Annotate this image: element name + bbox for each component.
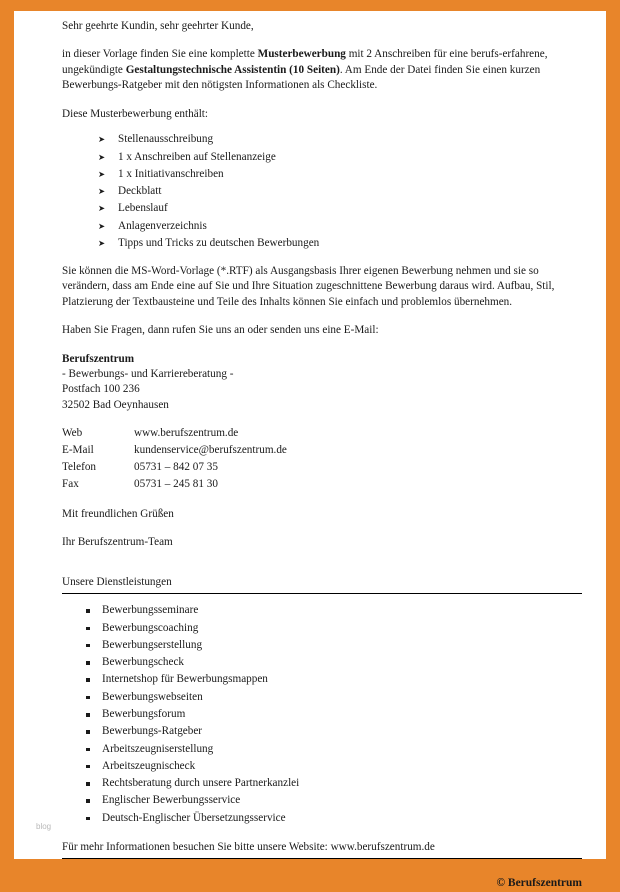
services-heading-wrapper — [62, 575, 582, 597]
list-item — [98, 219, 582, 234]
list-item-label: 1 x Initiativanschreiben — [118, 167, 224, 180]
list-item-label: Bewerbungsseminare — [102, 604, 199, 617]
table-row — [62, 477, 287, 494]
salutation: Sehr geehrte Kundin, sehr geehrter Kunde, — [62, 20, 254, 32]
list-item-label: Stellenausschreibung — [118, 133, 214, 146]
list-item — [84, 672, 582, 687]
list-item-label: Lebenslauf — [118, 202, 168, 215]
list-item — [84, 811, 582, 826]
company-name: Berufszentrum — [62, 352, 135, 365]
table-row — [62, 460, 287, 477]
list-item — [84, 638, 582, 653]
contact-key: Web — [62, 427, 83, 440]
contact-table — [62, 426, 287, 494]
contact-value-email[interactable] — [134, 443, 287, 460]
table-row — [62, 443, 287, 460]
list-item-label: Deckblatt — [118, 185, 162, 198]
table-row — [62, 426, 287, 443]
list-item — [98, 150, 582, 165]
list-item-label: Internetshop für Bewerbungsmappen — [102, 673, 268, 686]
list-item — [98, 184, 582, 199]
email-link[interactable]: kundenservice@berufszentrum.de — [134, 444, 287, 457]
document-content — [62, 19, 582, 889]
list-item — [84, 724, 582, 739]
company-city: 32502 Bad Oeynhausen — [62, 398, 169, 411]
company-subtitle: - Bewerbungs- und Karriereberatung - — [62, 368, 234, 380]
company-address — [62, 352, 582, 414]
list-item — [84, 793, 582, 808]
services-heading: Unsere Dienstleistungen — [62, 575, 172, 588]
list-item-label: Deutsch-Englischer Übersetzungsservice — [102, 811, 286, 824]
list-item — [84, 690, 582, 705]
contact-value-phone: 05731 – 842 07 35 — [134, 461, 218, 474]
list-item — [84, 759, 582, 774]
list-item-label: Bewerbungs-Ratgeber — [102, 725, 203, 738]
questions-paragraph: Haben Sie Fragen, dann rufen Sie uns an oder senden uns eine E-Mail: — [62, 324, 379, 337]
footer-divider — [62, 858, 582, 859]
website-link[interactable]: www.berufszentrum.de — [134, 427, 239, 440]
more-info-wrapper — [62, 840, 582, 862]
intro-paragraph — [62, 47, 582, 93]
intro-part-2: mit 2 Anschreiben für eine berufs-erfahrene, ungekündigte — [62, 48, 548, 76]
contact-key: E-Mail — [62, 444, 94, 457]
list-item-label: Bewerbungserstellung — [102, 638, 203, 651]
list-item-label: 1 x Anschreiben auf Stellenanzeige — [118, 150, 276, 163]
contact-value-fax: 05731 – 245 81 30 — [134, 478, 218, 491]
intro-part-3: . Am Ende der Datei finden Sie einen kurzen Bewerbungs-Ratgeber mit den nötigsten Informationen als Checkliste. — [62, 63, 541, 92]
contact-key: Telefon — [62, 461, 97, 474]
list-item — [84, 742, 582, 757]
contact-value-web[interactable] — [134, 426, 287, 443]
list-item-label: Tipps und Tricks zu deutschen Bewerbungen — [118, 236, 320, 249]
contains-heading: Diese Musterbewerbung enthält: — [62, 107, 209, 120]
contains-list — [62, 132, 582, 250]
services-divider — [62, 593, 582, 594]
list-item-label: Bewerbungscheck — [102, 656, 185, 669]
list-item — [84, 707, 582, 722]
company-po-box: Postfach 100 236 — [62, 383, 140, 396]
contact-key: Fax — [62, 478, 79, 491]
list-item-label: Rechtsberatung durch unsere Partnerkanzlei — [102, 777, 300, 790]
list-item-label: Bewerbungswebseiten — [102, 690, 203, 703]
list-item — [98, 236, 582, 251]
list-item-label: Arbeitszeugniserstellung — [102, 742, 214, 755]
list-item-label: Englischer Bewerbungsservice — [102, 794, 241, 807]
list-item-label: Bewerbungscoaching — [102, 621, 199, 634]
list-item-label: Bewerbungsforum — [102, 708, 186, 721]
services-list — [62, 603, 582, 825]
document-page — [14, 11, 606, 889]
signature: Ihr Berufszentrum-Team — [62, 536, 173, 549]
more-info-text: Für mehr Informationen besuchen Sie bitte unsere Website: www.berufszentrum.de — [62, 840, 435, 853]
usage-paragraph: Sie können die MS-Word-Vorlage (*.RTF) als Ausgangsbasis Ihrer eigenen Bewerbung nehmen und sie so verändern, dass am Ende eine auf Sie und Ihre Situation zugeschnittene Bewerbung daraus wird. Aufbau, Stil, Platzierung der Textbausteine und Teile des Inhalts können Sie einfach und problemlos übernehmen. — [62, 264, 555, 308]
list-item — [98, 167, 582, 182]
copyright: © Berufszentrum — [496, 876, 582, 889]
watermark: blog — [36, 822, 52, 831]
list-item — [98, 201, 582, 216]
intro-bold-1: Musterbewerbung — [257, 48, 346, 61]
list-item-label: Arbeitszeugnischeck — [102, 759, 196, 772]
list-item — [98, 132, 582, 147]
intro-bold-2: Gestaltungstechnische Assistentin (10 Seiten) — [125, 63, 340, 76]
list-item — [84, 776, 582, 791]
closing: Mit freundlichen Grüßen — [62, 507, 174, 520]
list-item — [84, 621, 582, 636]
list-item — [84, 603, 582, 618]
list-item — [84, 655, 582, 670]
intro-part-1: in dieser Vorlage finden Sie eine komplette — [62, 48, 258, 61]
list-item-label: Anlagenverzeichnis — [118, 219, 207, 232]
